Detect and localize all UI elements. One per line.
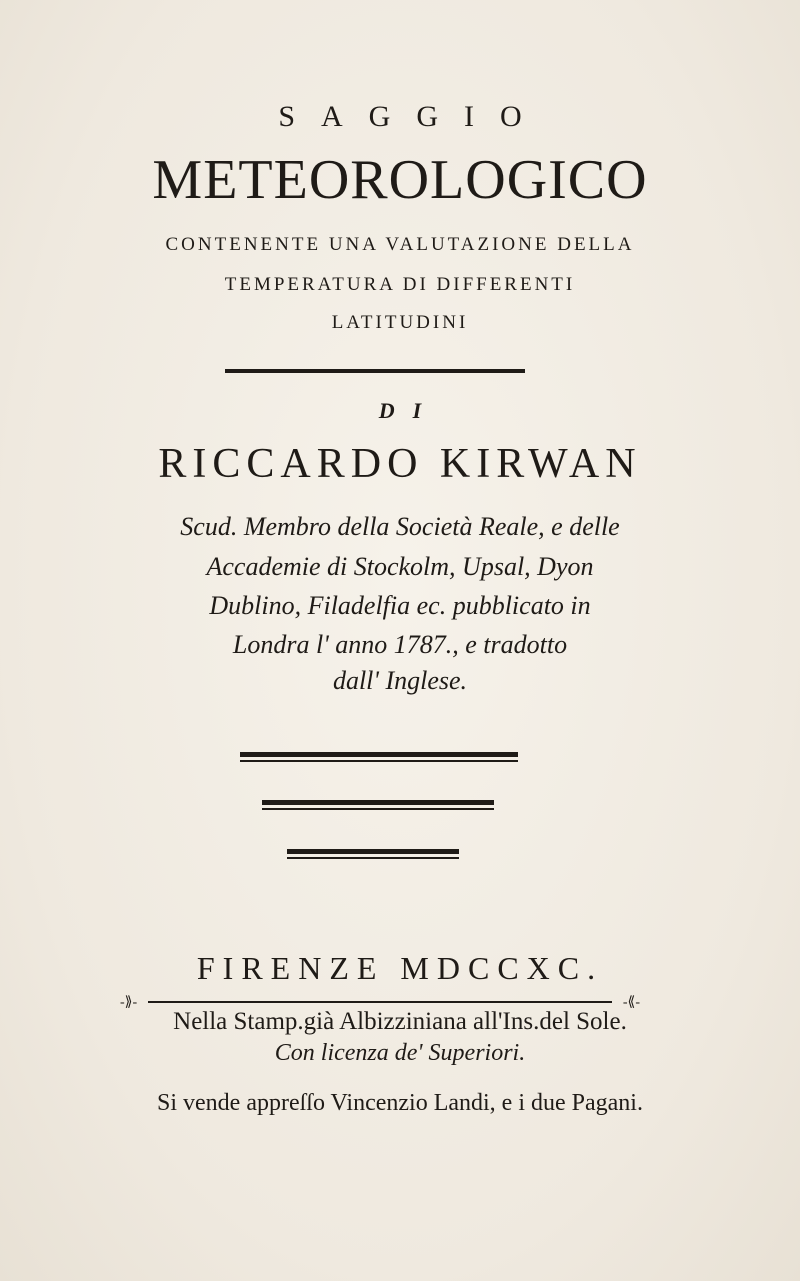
imprint-ornament-rule [120, 996, 640, 1008]
subtitle-line-3: LATITUDINI [331, 312, 469, 333]
imprint-place-date: FIRENZE MDCCXC. [196, 950, 604, 986]
author-description-line-4: Londra l' anno 1787., e tradotto [232, 630, 568, 659]
ornament-rule-3 [287, 849, 459, 863]
author-description-line-3: Dublino, Filadelfia ec. pubblicato in [209, 591, 591, 620]
ornament-left-icon: -⟫- [120, 995, 138, 1010]
subtitle-line-2: TEMPERATURA DI DIFFERENTI [224, 274, 576, 295]
title-line-meteorologico: METEOROLOGICO [152, 149, 648, 211]
author-description-line-2: Accademie di Stockolm, Upsal, Dyon [206, 552, 594, 581]
subtitle-line-1: CONTENENTE UNA VALUTAZIONE DELLA [165, 234, 635, 255]
author-description-line-5: dall' Inglese. [332, 666, 468, 695]
author-description-line-1: Scud. Membro della Società Reale, e delle [180, 512, 620, 541]
ornament-right-icon: -⟪- [622, 995, 640, 1010]
title-line-saggio: SAGGIO [278, 100, 548, 133]
divider-rule [225, 369, 525, 373]
by-label: DI [378, 398, 440, 423]
printer-line: Nella Stamp.già Albizziniana all'Ins.del Sole. [173, 1008, 627, 1035]
ornament-rule-1 [240, 752, 518, 766]
ornament-rule-2 [262, 800, 494, 814]
license-line: Con licenza de' Superiori. [274, 1040, 526, 1066]
seller-line: Si vende appreſſo Vincenzio Landi, e i due Pagani. [157, 1090, 643, 1116]
author-name: RICCARDO KIRWAN [158, 441, 642, 487]
